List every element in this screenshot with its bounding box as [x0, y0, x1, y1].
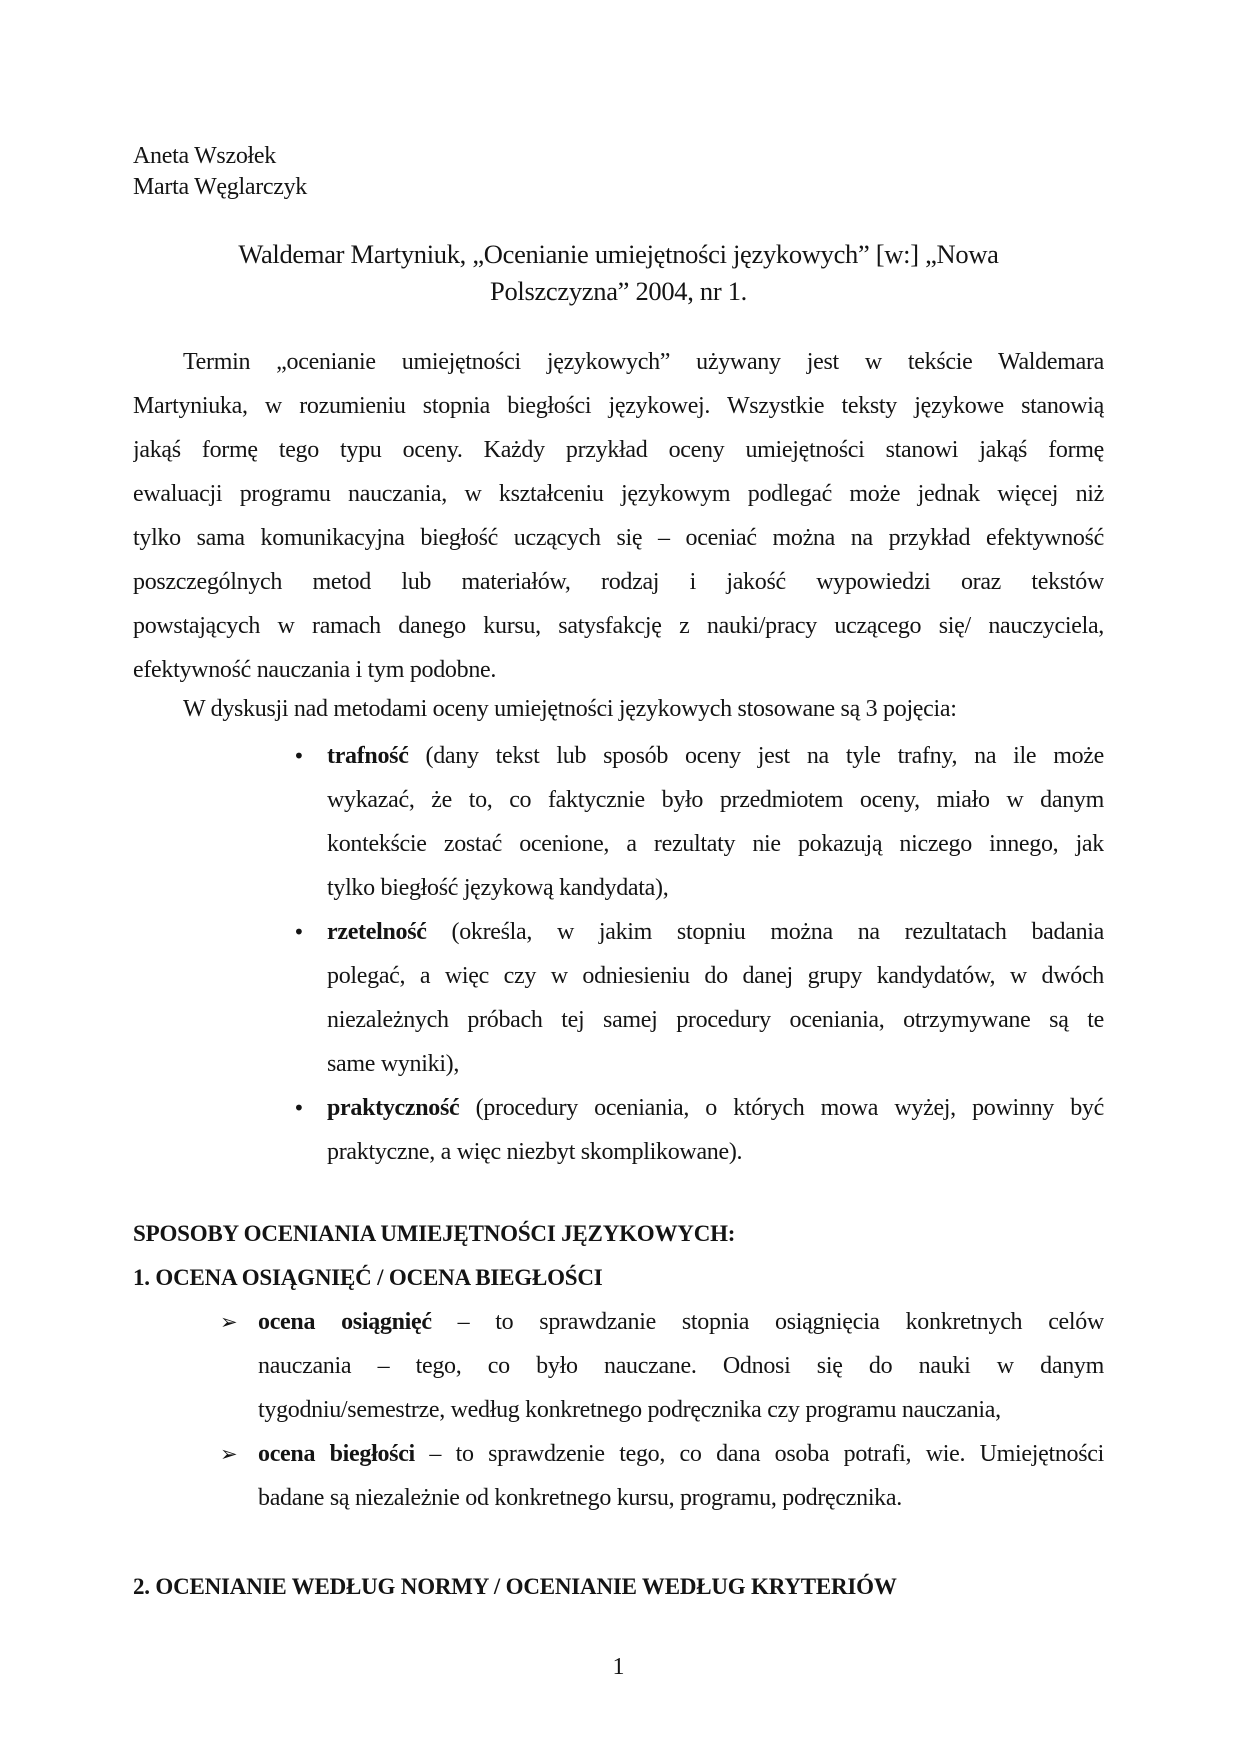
intro-line: W dyskusji nad metodami oceny umiejętności językowych stosowane są 3 pojęcia: [183, 696, 957, 722]
list-item-line: niezależnych próbach tej samej procedury oceniania, otrzymywane są te [327, 1007, 1104, 1033]
authors-block [133, 141, 733, 203]
document-title [133, 236, 1104, 310]
list-item-line: kontekście zostać ocenione, a rezultaty nie pokazują niczego innego, jak [327, 831, 1104, 857]
list-item-line: tylko biegłość językową kandydata), [327, 875, 669, 901]
list-term: praktyczność [327, 1095, 460, 1121]
list-term: rzetelność [327, 919, 427, 945]
section-heading-2: 2. OCENIANIE WEDŁUG NORMY / OCENIANIE WEDŁUG KRYTERIÓW [133, 1574, 897, 1599]
list-item-line: badane są niezależnie od konkretnego kursu, programu, podręcznika. [258, 1485, 902, 1511]
list-item-text: – to sprawdzenie tego, co dana osoba potrafi, wie. Umiejętności [414, 1441, 1104, 1467]
section-heading-main: SPOSOBY OCENIANIA UMIEJĘTNOŚCI JĘZYKOWYCH: [133, 1221, 736, 1246]
list-term: ocena biegłości [258, 1441, 415, 1467]
paragraph-line: ewaluacji programu nauczania, w kształceniu językowym podlegać może jednak więcej niż [133, 481, 1104, 507]
list-item-ocena-osiagniec [220, 1300, 1104, 1432]
intro-line-block [133, 687, 1104, 731]
list-item-line: praktyczne, a więc niezbyt skomplikowane). [327, 1139, 743, 1165]
list-item-line [327, 910, 1104, 954]
list-item-line [327, 734, 1104, 778]
list-item-praktycznosc [293, 1086, 1104, 1174]
paragraph-line: tylko sama komunikacyjna biegłość uczących się – oceniać można na przykład efektywność [133, 525, 1104, 551]
list-item-line [258, 1432, 1104, 1476]
bullet-icon: • [293, 744, 305, 768]
paragraph-line: Termin „ocenianie umiejętności językowych” używany jest w tekście Waldemara [183, 349, 1104, 375]
list-item-trafnosc [293, 734, 1104, 910]
bullet-list [293, 734, 1104, 1174]
author-line-1: Aneta Wszołek [133, 143, 276, 169]
title-line-1: Waldemar Martyniuk, „Ocenianie umiejętności językowych” [w:] „Nowa [238, 239, 999, 269]
list-term: trafność [327, 743, 409, 769]
paragraph-line: Martyniuka, w rozumieniu stopnia biegłości językowej. Wszystkie teksty językowe stanowią [133, 393, 1104, 419]
arrow-list [220, 1300, 1104, 1520]
bullet-icon: • [293, 1096, 305, 1120]
title-line-2: Polszczyzna” 2004, nr 1. [490, 276, 747, 306]
list-item-line: nauczania – tego, co było nauczane. Odnosi się do nauki w danym [258, 1353, 1104, 1379]
list-item-text: – to sprawdzanie stopnia osiągnięcia konkretnych celów [431, 1309, 1104, 1335]
list-item-text: (dany tekst lub sposób oceny jest na tyle trafny, na ile może [408, 743, 1104, 769]
paragraph-line: efektywność nauczania i tym podobne. [133, 657, 497, 683]
arrow-bullet-icon: ➢ [220, 1310, 238, 1334]
paragraph-line: powstających w ramach danego kursu, satysfakcję z nauki/pracy uczącego się/ nauczyciela, [133, 613, 1104, 639]
list-item-line: same wyniki), [327, 1051, 460, 1077]
list-item-line [258, 1300, 1104, 1344]
list-item-line: tygodniu/semestrze, według konkretnego podręcznika czy programu nauczania, [258, 1397, 1001, 1423]
list-term: ocena osiągnięć [258, 1309, 432, 1335]
list-item-line [327, 1086, 1104, 1130]
page-number: 1 [612, 1654, 625, 1680]
bullet-icon: • [293, 920, 305, 944]
paragraph-main [133, 340, 1104, 692]
list-item-text: (procedury oceniania, o których mowa wyżej, powinny być [459, 1095, 1104, 1121]
list-item-line: polegać, a więc czy w odniesieniu do danej grupy kandydatów, w dwóch [327, 963, 1104, 989]
list-item-text: (określa, w jakim stopniu można na rezultatach badania [426, 919, 1104, 945]
list-item-ocena-bieglosci [220, 1432, 1104, 1520]
author-line-2: Marta Węglarczyk [133, 174, 307, 200]
list-item-line: wykazać, że to, co faktycznie było przedmiotem oceny, miało w danym [327, 787, 1104, 813]
list-item-rzetelnosc [293, 910, 1104, 1086]
section-heading-1: 1. OCENA OSIĄGNIĘĆ / OCENA BIEGŁOŚCI [133, 1265, 603, 1290]
paragraph-line: poszczególnych metod lub materiałów, rodzaj i jakość wypowiedzi oraz tekstów [133, 569, 1104, 595]
paragraph-line: jakąś formę tego typu oceny. Każdy przykład oceny umiejętności stanowi jakąś formę [133, 437, 1104, 463]
arrow-bullet-icon: ➢ [220, 1442, 238, 1466]
